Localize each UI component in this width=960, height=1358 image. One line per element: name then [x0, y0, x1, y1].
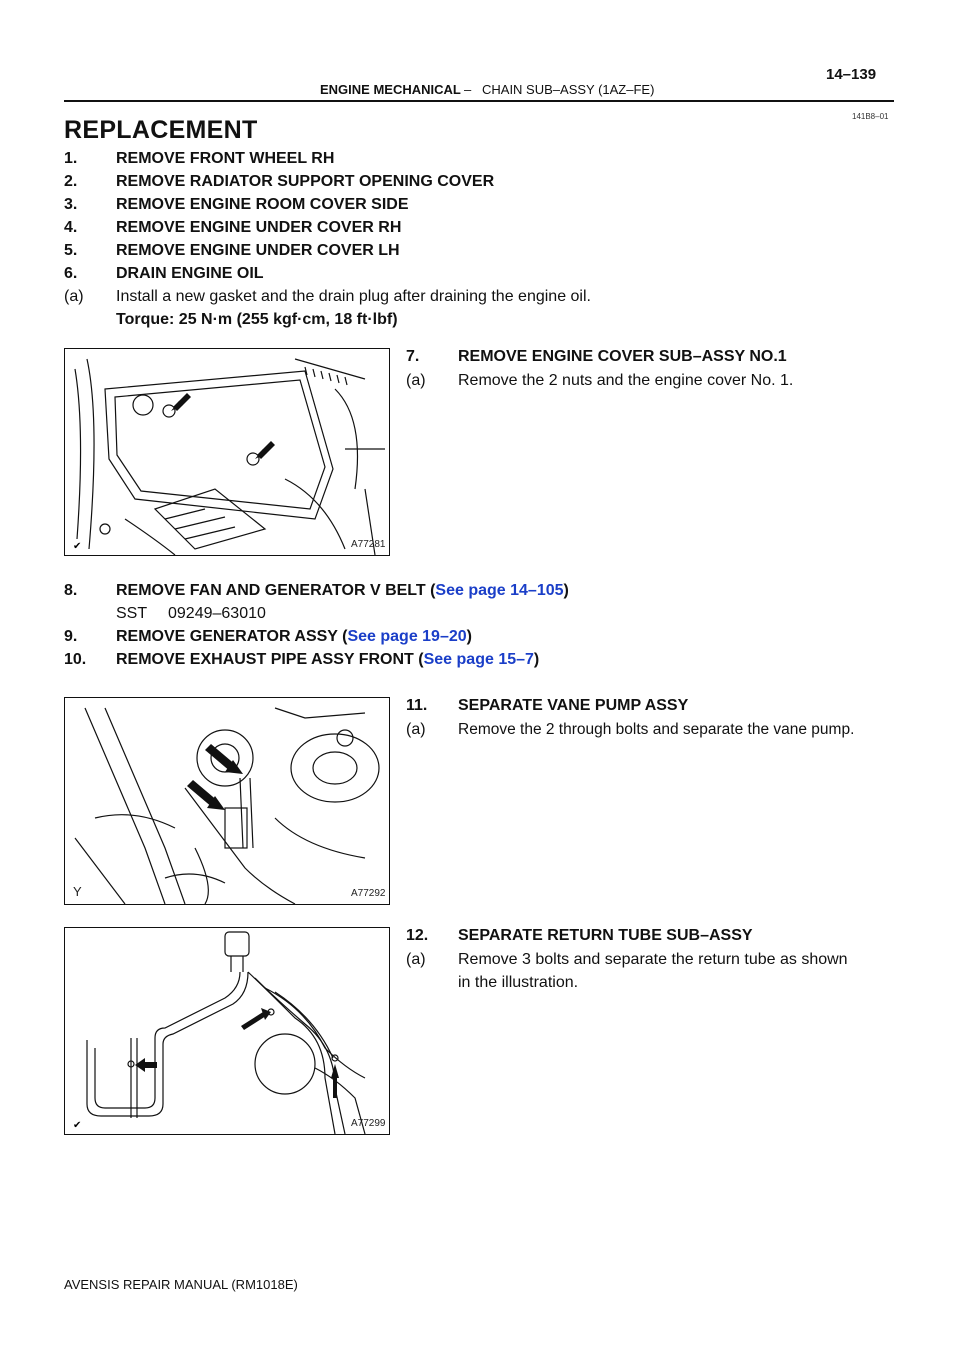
step-text: DRAIN ENGINE OIL: [116, 265, 264, 282]
engine-cover-illustration: [65, 349, 389, 555]
figure-engine-cover: [64, 348, 390, 556]
footer: AVENSIS REPAIR MANUAL (RM1018E): [64, 1277, 298, 1292]
step-2: [64, 173, 664, 193]
step-text: SEPARATE VANE PUMP ASSY: [458, 697, 689, 714]
substep-number: (a): [406, 951, 426, 968]
figure-label: A77281: [351, 539, 386, 550]
step-number: 3.: [64, 196, 78, 213]
step-text: REMOVE ENGINE UNDER COVER RH: [116, 219, 402, 236]
step-number: 10.: [64, 651, 87, 668]
step-text: REMOVE ENGINE COVER SUB–ASSY NO.1: [458, 348, 787, 365]
see-page-link[interactable]: See page 19–20: [347, 628, 467, 645]
substep-text: Remove the 2 through bolts and separate the vane pump.: [458, 721, 855, 738]
page-title: REPLACEMENT: [64, 116, 258, 144]
step-7: [406, 348, 926, 368]
step-11-substep-a: [406, 721, 906, 741]
step-number: 1.: [64, 150, 78, 167]
header-section: ENGINE MECHANICAL: [320, 82, 461, 97]
step-number: 7.: [406, 348, 420, 365]
step-number: 9.: [64, 628, 78, 645]
figure-label: A77299: [351, 1118, 386, 1129]
step-number: 5.: [64, 242, 78, 259]
torque-spec: Torque: 25 N·m (255 kgf·cm, 18 ft·lbf): [116, 311, 398, 328]
substep-number: (a): [64, 288, 84, 305]
step-9: [64, 628, 764, 648]
step-number: 11.: [406, 697, 428, 714]
figure-label: A77292: [351, 888, 386, 899]
step-number: 12.: [406, 927, 429, 944]
substep-number: (a): [406, 372, 426, 389]
header-subsection: CHAIN SUB–ASSY (1AZ–FE): [482, 82, 655, 97]
substep-text-continued: in the illustration.: [458, 974, 579, 991]
step-number: 4.: [64, 219, 78, 236]
step-10: [64, 651, 764, 671]
step-text: SEPARATE RETURN TUBE SUB–ASSY: [458, 927, 753, 944]
step-11: [406, 697, 926, 717]
reference-mark-icon: ✔: [73, 541, 82, 552]
step-number: 6.: [64, 265, 78, 282]
sst-label: SST: [116, 605, 148, 622]
step-6-substep-a: [64, 288, 864, 308]
step-text-close: ): [563, 582, 569, 599]
return-tube-illustration: [65, 928, 389, 1134]
step-4: [64, 219, 664, 239]
figure-vane-pump: [64, 697, 390, 905]
reference-mark-icon: ✔: [73, 1120, 82, 1131]
step-text: REMOVE ENGINE UNDER COVER LH: [116, 242, 400, 259]
step-text-close: ): [533, 651, 540, 668]
step-3: [64, 196, 664, 216]
document-code: 141B8–01: [852, 112, 889, 121]
substep-number: (a): [406, 721, 426, 738]
step-7-substep-a: [406, 372, 906, 392]
figure-return-tube: [64, 927, 390, 1135]
step-text: REMOVE FAN AND GENERATOR V BELT (: [116, 582, 436, 599]
substep-text: Remove the 2 nuts and the engine cover No. 1.: [458, 372, 794, 389]
figure-mark: Y: [73, 884, 82, 899]
step-6: [64, 265, 664, 285]
step-text: REMOVE FRONT WHEEL RH: [116, 150, 335, 167]
sst-value: 09249–63010: [168, 605, 266, 622]
step-number: 8.: [64, 582, 78, 599]
step-12-substep-a: [406, 951, 906, 971]
step-8: [64, 582, 764, 602]
step-1: [64, 150, 664, 170]
vane-pump-illustration: [65, 698, 389, 904]
step-text: REMOVE GENERATOR ASSY (: [116, 628, 348, 645]
header-rule: [64, 100, 894, 102]
sst-line: [116, 605, 416, 625]
see-page-link[interactable]: See page 14–105: [435, 582, 564, 599]
step-text: REMOVE ENGINE ROOM COVER SIDE: [116, 196, 409, 213]
page-number: 14–139: [826, 66, 877, 83]
step-text: REMOVE EXHAUST PIPE ASSY FRONT (: [116, 651, 424, 668]
step-5: [64, 242, 664, 262]
see-page-link[interactable]: See page 15–7: [423, 651, 534, 668]
step-12: [406, 927, 926, 947]
substep-text: Install a new gasket and the drain plug after draining the engine oil.: [116, 288, 591, 305]
step-number: 2.: [64, 173, 78, 190]
step-text-close: ): [466, 628, 472, 645]
substep-text: Remove 3 bolts and separate the return tube as shown: [458, 951, 848, 968]
header-dash: –: [464, 82, 472, 97]
step-text: REMOVE RADIATOR SUPPORT OPENING COVER: [116, 173, 495, 190]
